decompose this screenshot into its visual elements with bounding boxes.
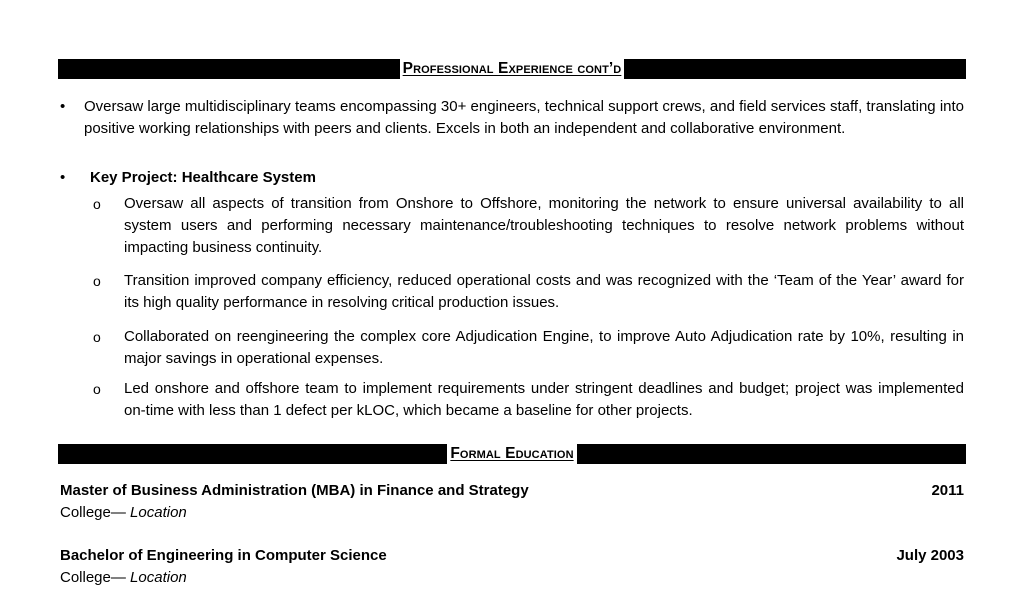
school-location: Location — [130, 569, 187, 586]
circle-bullet-icon: o — [93, 273, 101, 289]
project-item — [58, 378, 966, 422]
education-entry — [60, 480, 964, 524]
project-item — [58, 326, 966, 370]
project-item-text: Transition improved company efficiency, reduced operational costs and was recognized with the ‘Team of the Year’ award for its high quality performance in resolving critical production issues. — [124, 272, 964, 311]
project-bullet — [58, 167, 966, 189]
experience-section-header — [58, 59, 966, 79]
education-section-header — [58, 444, 966, 464]
project-heading: Key Project: Healthcare System — [90, 169, 316, 186]
project-item-text: Collaborated on reengineering the complex core Adjudication Engine, to improve Auto Adjudication rate by 10%, resulting in major savings in operational expenses. — [124, 328, 964, 367]
circle-bullet-icon: o — [93, 329, 101, 345]
project-item-text: Oversaw all aspects of transition from Onshore to Offshore, monitoring the network to ensure universal availability to all system users and performing necessary maintenance/troubleshooting techniques to resolve network problems without impacting business continuity. — [124, 195, 964, 256]
circle-bullet-icon: o — [93, 196, 101, 212]
degree-title: Bachelor of Engineering in Computer Science — [60, 547, 387, 564]
degree-title: Master of Business Administration (MBA) in Finance and Strategy — [60, 482, 529, 499]
degree-date: 2011 — [931, 482, 964, 499]
education-entry — [60, 545, 964, 589]
school-name: College— — [60, 504, 126, 521]
school-location: Location — [130, 504, 187, 521]
project-item — [58, 193, 966, 259]
circle-bullet-icon: o — [93, 381, 101, 397]
experience-bullet — [58, 96, 966, 162]
experience-bullet-text: Oversaw large multidisciplinary teams encompassing 30+ engineers, technical support crews, and field services staff, translating into positive working relationships with peers and clients. Excels in both an independent and collaborative environment. — [84, 98, 964, 137]
bullet-icon: • — [60, 169, 66, 186]
school-line — [60, 567, 187, 589]
project-item-text: Led onshore and offshore team to implement requirements under stringent deadlines and budget; project was implemented on-time with less than 1 defect per kLOC, which became a baseline for other projects. — [124, 380, 964, 419]
degree-date: July 2003 — [896, 547, 964, 564]
school-line — [60, 502, 187, 524]
bullet-icon: • — [60, 98, 66, 115]
education-section-title: Formal Education — [447, 444, 576, 464]
school-name: College— — [60, 569, 126, 586]
project-item — [58, 270, 966, 314]
experience-section-title: Professional Experience cont’d — [400, 59, 625, 79]
